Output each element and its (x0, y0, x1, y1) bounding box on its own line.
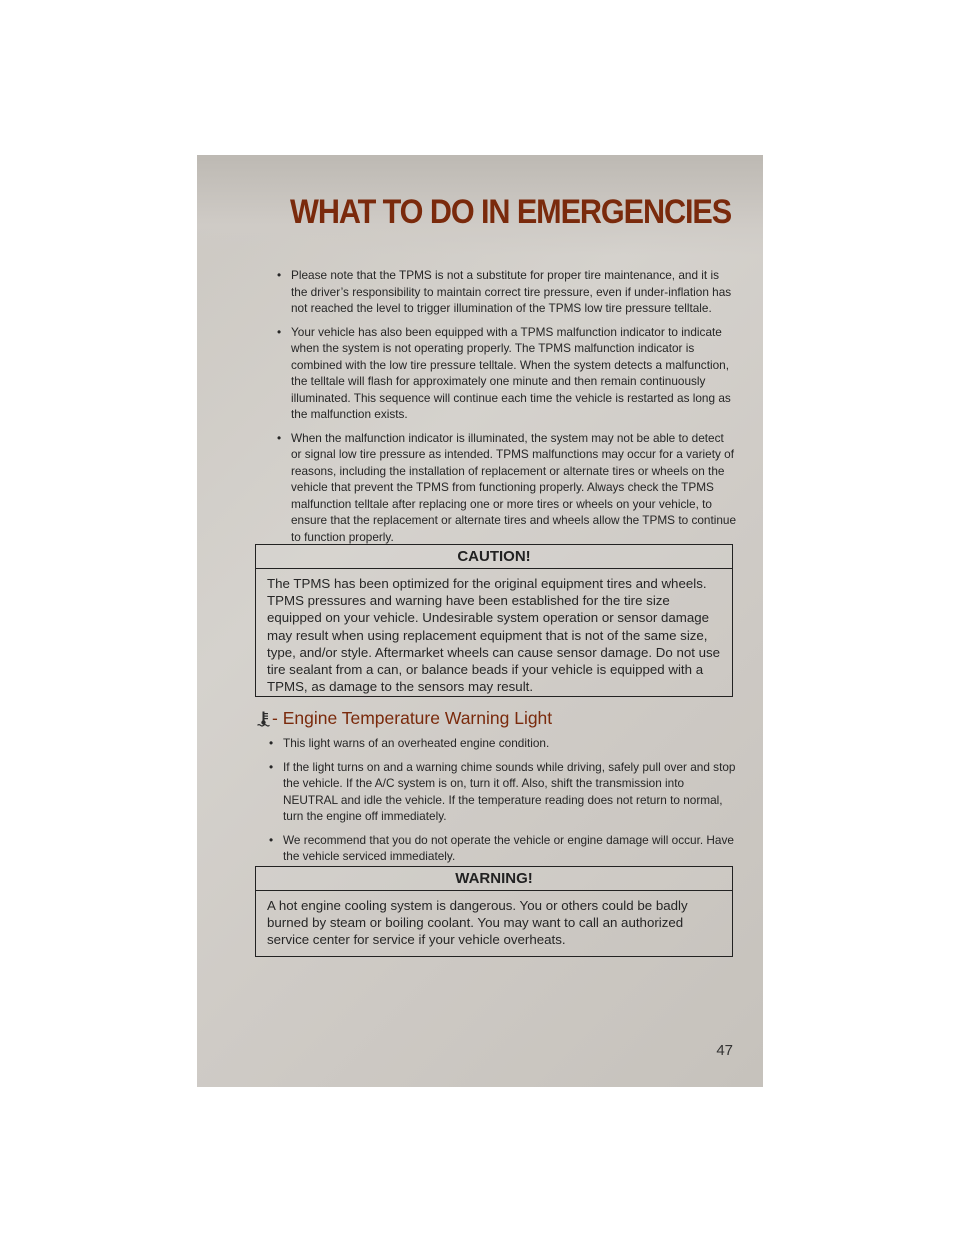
list-item: • When the malfunction indicator is illuminated, the system may not be able to detect or signal low tire pressure as intended. TPMS malfunctions may occur for a variety of reasons, including the installation of replacement or alternate tires or wheels on the vehicle that prevent the TPMS from functioning properly. Always check the TPMS malfunction telltale after replacing one or more tires or wheels on your vehicle, to ensure that the replacement or alternate tires and wheels allow the TPMS to continue to function properly. (277, 430, 737, 546)
tpms-bullet-list (277, 267, 737, 552)
list-item: • We recommend that you do not operate the vehicle or engine damage will occur. Have the vehicle serviced immediately. (269, 832, 737, 865)
warning-box (255, 866, 733, 957)
list-item: • This light warns of an overheated engine condition. (269, 735, 737, 752)
page-header (197, 155, 763, 255)
warning-text: A hot engine cooling system is dangerous. You or others could be badly burned by steam or boiling coolant. You may want to call an authorized service center for service if your vehicle overheats. (267, 898, 688, 948)
list-item: • Your vehicle has also been equipped with a TPMS malfunction indicator to indicate when the system is not operating properly. The TPMS malfunction indicator is combined with the low tire pressure telltale. When the system detects a malfunction, the telltale will flash for approximately one minute and then remain continuously illuminated. This sequence will continue each time the vehicle is restarted as long as the malfunction exists. (277, 324, 737, 423)
caution-text: The TPMS has been optimized for the original equipment tires and wheels. TPMS pressures and warning have been established for the tire size equipped on your vehicle. Undesirable system operation or sensor damage may result when using replacement equipment that is not of the same size, type, and/or style. Aftermarket wheels can cause sensor damage. Do not use tire sealant from a can, or balance beads if your vehicle is equipped with a TPMS, as damage to the sensors may result. (267, 576, 721, 695)
chapter-title: WHAT TO DO IN EMERGENCIES (289, 193, 731, 231)
section-heading-text: - Engine Temperature Warning Light (272, 708, 553, 728)
list-item: • Please note that the TPMS is not a substitute for proper tire maintenance, and it is the driver’s responsibility to maintain correct tire pressure, even if under-inflation has not reached the level to trigger illumination of the TPMS low tire pressure telltale. (277, 267, 737, 317)
page-number: 47 (716, 1042, 733, 1059)
engine-temperature-icon (257, 711, 270, 727)
engine-temp-bullet-list (269, 735, 737, 872)
manual-page (197, 155, 763, 1087)
caution-title: CAUTION! (256, 545, 732, 569)
warning-title: WARNING! (256, 867, 732, 891)
section-heading (257, 708, 552, 729)
list-item: • If the light turns on and a warning chime sounds while driving, safely pull over and stop the vehicle. If the A/C system is on, turn it off. Also, shift the transmission into NEUTRAL and idle the vehicle. If the temperature reading does not return to normal, turn the engine off immediately. (269, 759, 737, 825)
caution-box (255, 544, 733, 697)
